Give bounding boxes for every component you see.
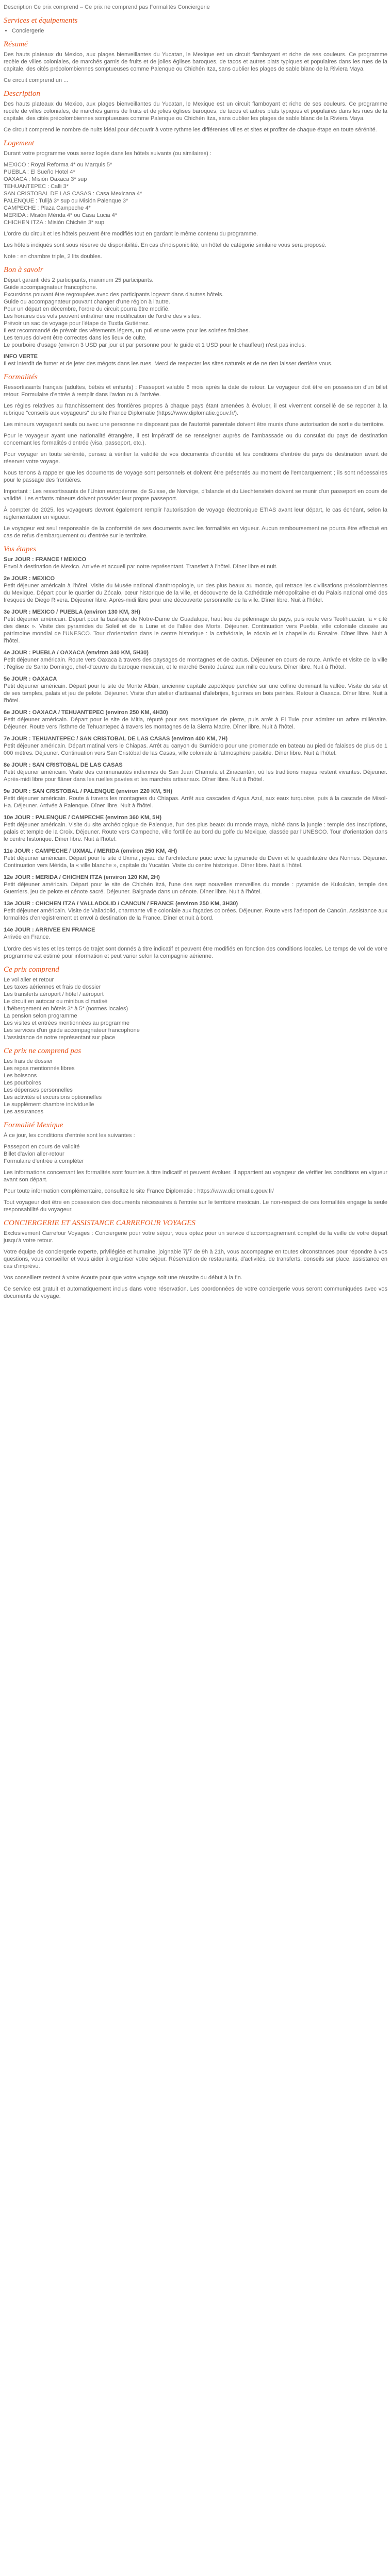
prix-comprend-item: Le circuit en autocar ou minibus climatisé: [4, 998, 108, 1005]
formalite-mexique-text: Tout voyageur doit être en possession des documents nécessaires à l'entrée sur le territoire mexicain. Le non-respect de ces formalités engage la seule responsabilité du voyageur.: [4, 1199, 387, 1213]
prix-comprend-item: Les services d'un guide accompagnateur francophone: [4, 1027, 140, 1033]
bonasavoir-item: Le pourboire d'usage (environ 3 USD par jour et par personne pour le guide et 1 USD pour le chauffeur) n'est pas inclus.: [4, 342, 306, 348]
conciergerie-text: Ce service est gratuit et automatiquement inclus dans votre réservation. Les coordonnées de votre conciergerie vous seront communiquées avec vos documents de voyage.: [4, 1286, 387, 1299]
day-text: Petit déjeuner américain. Visite du site archéologique de Palenque, l'un des plus beaux du monde maya, niché dans la jungle : temple des Inscriptions, palais et temple de la Croix. Déjeuner. Route vers Campeche, ville fortifiée au bord du golfe du Mexique, classée par l'UNESCO. Tour d'orientation dans le centre historique. Dîner libre. Nuit à l'hôtel.: [4, 822, 387, 842]
resume-text: Des hauts plateaux du Mexico, aux plages bienveillantes du Yucatan, le Mexique est un circuit flamboyant et riche de ses couleurs. Ce programme recèle de villes coloniales, de marchés garnis de fruits et de jolies églises baroques, de tacos et autres plats typiques et populaires dans les rues de la capitale, des cités précolombiennes somptueuses comme Palenque ou Chichén Itza, sans oublier les plages de sable blanc de la Riviera Maya.: [4, 52, 387, 72]
day-text: Petit déjeuner américain. Départ pour le site d'Uxmal, joyau de l'architecture puuc avec la pyramide du Devin et le quadrilatère des Nonnes. Déjeuner. Continuation vers Mérida, la « ville blanche », capitale du Yucatán. Visite du centre historique. Dîner libre. Nuit à l'hôtel.: [4, 855, 387, 869]
prix-ne-comprend-item: Les assurances: [4, 1109, 44, 1115]
prix-comprend-item: L'hébergement en hôtels 3* à 5* (normes locales): [4, 1006, 128, 1012]
prix-comprend-item: La pension selon programme: [4, 1013, 77, 1019]
bonasavoir-item: Il est recommandé de prévoir des vêtements légers, un pull et une veste pour les soirées fraîches.: [4, 328, 250, 334]
resume-text-2: Ce circuit comprend un ...: [4, 77, 69, 83]
description-text: Des hauts plateaux du Mexico, aux plages bienveillantes du Yucatan, le Mexique est un circuit flamboyant et riche de ses couleurs. Ce programme recèle de villes coloniales, de marchés garnis de fruits et de jolies églises baroques, de tacos et autres plats typiques et populaires dans les rues de la capitale, des cités précolombiennes somptueuses comme Palenque ou Chichén Itza, sans oublier les plages de sable blanc de la Riviera Maya.: [4, 101, 387, 122]
itineraire-day: [4, 814, 387, 843]
formalite-mexique-list: [4, 1143, 387, 1165]
prix-ne-comprend-item: Le supplément chambre individuelle: [4, 1101, 94, 1108]
formalite-mexique-title: Formalité Mexique: [4, 1121, 63, 1129]
hotel-item: TEHUANTEPEC : Calli 3*: [4, 183, 69, 190]
day-title: 14e JOUR : ARRIVEE EN FRANCE: [4, 927, 95, 933]
services-title: Services et équipements: [4, 16, 78, 25]
itineraire-day: [4, 848, 387, 869]
formalites-text: Pour le voyageur ayant une nationalité étrangère, il est impératif de se renseigner auprès de l'ambassade ou du consulat du pays de destination concernant les formalités d'entrée (visa, passeport, etc.).: [4, 433, 387, 446]
hotel-item: CHICHEN ITZA : Misión Chichén 3* sup: [4, 219, 105, 226]
itineraire-title: Vos étapes: [4, 545, 36, 553]
day-text: Arrivée en France.: [4, 934, 51, 940]
hotel-item: MEXICO : Royal Reforma 4* ou Marquis 5*: [4, 162, 112, 168]
description-title: Description: [4, 90, 40, 98]
conciergerie-title: CONCIERGERIE ET ASSISTANCE CARREFOUR VOYAGES: [4, 1219, 196, 1227]
itineraire-day: [4, 761, 387, 783]
formalites-text: Nous tenons à rappeler que les documents de voyage sont personnels et doivent être présentés au moment de l'embarquement ; ils sont nécessaires pour le passage des frontières.: [4, 470, 387, 483]
bonasavoir-item: Guide accompagnateur francophone.: [4, 284, 97, 291]
day-text: Petit déjeuner américain à l'hôtel. Visite du Musée national d'anthropologie, un des plus beaux au monde, qui retrace les civilisations précolombiennes du Mexique. Départ pour le quartier du Zócalo, cœur historique de la ville, et découverte de la Cathédrale métropolitaine et du Palais national orné des fresques de Diego Rivera. Déjeuner libre. Après-midi libre pour une découverte personnelle de la ville. Dîner libre. Nuit à l'hôtel.: [4, 583, 387, 603]
day-text: Petit déjeuner américain. Départ pour le site de Mitla, réputé pour ses mosaïques de pierre, puis arrêt à El Tule pour admirer un arbre millénaire. Déjeuner. Route vers l'isthme de Tehuantepec à travers les montagnes de la Sierra Madre. Dîner libre. Nuit à l'hôtel.: [4, 717, 387, 730]
day-title: 6e JOUR : OAXACA / TEHUANTEPEC (environ 250 KM, 4H30): [4, 709, 168, 716]
breadcrumb: Description Ce prix comprend – Ce prix ne comprend pas Formalités Conciergerie: [4, 4, 210, 10]
services-list: [4, 27, 387, 35]
logement-title: Logement: [4, 139, 35, 147]
day-title: 9e JOUR : SAN CRISTOBAL / PALENQUE (environ 220 KM, 5H): [4, 788, 173, 794]
day-text: Petit déjeuner américain. Route à travers les montagnes du Chiapas. Arrêt aux cascades d'Agua Azul, aux eaux turquoise, puis à la cascade de Misol-Ha. Déjeuner. Arrivée à Palenque. Dîner libre. Nuit à l'hôtel.: [4, 795, 387, 809]
hotel-item: CAMPECHE : Plaza Campeche 4*: [4, 205, 91, 211]
conciergerie-text: Exclusivement Carrefour Voyages : Conciergerie pour votre séjour, vous optez pour un service d'accompagnement complet de la veille de votre départ jusqu'à votre retour.: [4, 1230, 387, 1244]
formalites-text: Le voyageur est seul responsable de la conformité de ses documents avec les formalités en vigueur. Aucun remboursement ne pourra être effectué en cas de refus d'embarquement ou d'entrée sur le territoire.: [4, 526, 387, 539]
bonasavoir-item: Départ garanti dès 2 participants, maximum 25 participants.: [4, 277, 154, 283]
hotel-item: MERIDA : Misión Mérida 4* ou Casa Lucia 4*: [4, 212, 118, 218]
day-title: 11e JOUR : CAMPECHE / UXMAL / MERIDA (environ 250 KM, 4H): [4, 848, 177, 854]
day-title: 10e JOUR : PALENQUE / CAMPECHE (environ 360 KM, 5H): [4, 815, 162, 821]
formalites-text: Les mineurs voyageant seuls ou avec une personne ne disposant pas de l'autorité parentale doivent être munis d'une autorisation de sortie du territoire.: [4, 421, 385, 428]
itineraire-day: [4, 900, 387, 922]
day-text: Petit déjeuner américain. Visite de Valladolid, charmante ville coloniale aux façades colorées. Déjeuner. Route vers l'aéroport de Cancún. Assistance aux formalités d'enregistrement et envol à destination de la France. Dîner et nuit à bord.: [4, 908, 388, 921]
day-title: 12e JOUR : MERIDA / CHICHEN ITZA (environ 120 KM, 2H): [4, 874, 160, 880]
prix-ne-comprend-item: Les dépenses personnelles: [4, 1087, 73, 1093]
hotel-item: OAXACA : Misión Oaxaca 3* sup: [4, 176, 87, 182]
formalite-mexique-text: Pour toute information complémentaire, consultez le site France Diplomatie : https://www.diplomatie.gouv.fr/: [4, 1188, 274, 1194]
prix-ne-comprend-title: Ce prix ne comprend pas: [4, 1047, 82, 1055]
formalites-text: Pour voyager en toute sérénité, pensez à vérifier la validité de vos documents d'identité et les conditions d'entrée du pays de destination avant de réserver votre voyage.: [4, 451, 387, 465]
bonasavoir-item: Les horaires des vols peuvent entraîner une modification de l'ordre des visites.: [4, 313, 201, 319]
prix-comprend-item: Le vol aller et retour: [4, 977, 54, 983]
itineraire-day: [4, 675, 387, 704]
day-text: Envol à destination de Mexico. Arrivée et accueil par notre représentant. Transfert à l'hôtel. Dîner libre et nuit.: [4, 564, 278, 570]
prix-comprend-item: Les visites et entrées mentionnées au programme: [4, 1020, 129, 1026]
prix-ne-comprend-item: Les boissons: [4, 1073, 37, 1079]
day-text: Petit déjeuner américain. Départ pour le site de Monte Albán, ancienne capitale zapotèque perchée sur une colline dominant la vallée. Visite du site et de ses temples, palais et jeu de pelote. Déjeuner. Visite d'un atelier d'artisanat d'alebrijes, figurines en bois peintes. Retour à Oaxaca. Dîner libre. Nuit à l'hôtel.: [4, 683, 387, 704]
itineraire-day: [4, 556, 387, 570]
prix-ne-comprend-item: Les activités et excursions optionnelles: [4, 1094, 102, 1100]
prix-comprend-item: L'assistance de notre représentant sur place: [4, 1035, 116, 1041]
logement-note-2: Les hôtels indiqués sont sous réserve de disponibilité. En cas d'indisponibilité, un hôtel de catégorie similaire vous sera proposé.: [4, 242, 327, 248]
logement-note-3: Note : en chambre triple, 2 lits doubles.: [4, 253, 102, 260]
bonasavoir-item: Pour un départ en décembre, l'ordre du circuit pourra être modifié.: [4, 306, 170, 312]
prix-ne-comprend-item: Les frais de dossier: [4, 1058, 53, 1064]
hotel-list: [4, 161, 387, 226]
itineraire-day: [4, 788, 387, 809]
hotel-item: PUEBLA : El Sueño Hotel 4*: [4, 169, 75, 175]
description-text-2: Ce circuit comprend le nombre de nuits idéal pour découvrir à votre rythme les différentes villes et sites et profiter de chaque étape en toute sérénité.: [4, 127, 377, 133]
bonasavoir-title: Bon à savoir: [4, 266, 43, 274]
bonasavoir-item: Excursions pouvant être regroupées avec des participants logeant dans d'autres hôtels.: [4, 292, 224, 298]
itineraire-day: [4, 575, 387, 604]
day-text: Petit déjeuner américain. Départ matinal vers le Chiapas. Arrêt au canyon du Sumidero pour une promenade en bateau au pied de falaises de plus de 1 000 mètres. Déjeuner. Continuation vers San Cristóbal de las Casas, ville coloniale à l'atmosphère paisible. Dîner libre. Nuit à l'hôtel.: [4, 743, 387, 756]
logement-intro: Durant votre programme vous serez logés dans les hôtels suivants (ou similaires) :: [4, 150, 211, 157]
formalite-mexique-item: Passeport en cours de validité: [4, 1144, 80, 1150]
day-title: 13e JOUR : CHICHEN ITZA / VALLADOLID / CANCUN / FRANCE (environ 250 KM, 3H30): [4, 901, 238, 907]
formalite-mexique-intro: À ce jour, les conditions d'entrée sont les suivantes :: [4, 1132, 135, 1139]
prix-comprend-item: Les taxes aériennes et frais de dossier: [4, 984, 101, 990]
bonasavoir-item: Prévoir un sac de voyage pour l'étape de Tuxtla Gutiérrez.: [4, 320, 150, 327]
itineraire-day: [4, 709, 387, 731]
day-title: 7e JOUR : TEHUANTEPEC / SAN CRISTOBAL DE LAS CASAS (environ 400 KM, 7H): [4, 736, 228, 742]
formalites-text: À compter de 2025, les voyageurs devront également remplir l'autorisation de voyage électronique ETIAS avant leur départ, le cas échéant, selon la réglementation en vigueur.: [4, 507, 387, 520]
resume-title: Résumé: [4, 40, 28, 48]
day-text: Petit déjeuner américain. Départ pour le site de Chichén Itzá, l'une des sept nouvelles merveilles du monde : pyramide de Kukulcán, temple des Guerriers, jeu de pelote et cénote sacré. Déjeuner. Baignade dans un cénote. Dîner libre. Nuit à l'hôtel.: [4, 882, 387, 895]
day-text: Petit déjeuner américain. Route vers Oaxaca à travers des paysages de montagnes et de cactus. Déjeuner en cours de route. Arrivée et visite de la ville : l'église de Santo Domingo, chef-d'œuvre du baroque mexicain, et le marché Benito Juárez aux mille couleurs. Dîner libre. Nuit à l'hôtel.: [4, 657, 387, 670]
formalites-text: Important : Les ressortissants de l'Union européenne, de Suisse, de Norvège, d'Islande et du Liechtenstein doivent se munir d'un passeport en cours de validité. Les enfants mineurs doivent posséder leur propre passeport.: [4, 488, 387, 502]
info-verte-text: Il est interdit de fumer et de jeter des mégots dans les rues. Merci de respecter les sites naturels et de ne rien laisser derrière vous.: [4, 361, 333, 367]
prix-ne-comprend-item: Les repas mentionnés libres: [4, 1065, 75, 1072]
conciergerie-text: Vos conseillers restent à votre écoute pour que votre voyage soit une réussite du début à la fin.: [4, 1275, 242, 1281]
hotel-item: SAN CRISTOBAL DE LAS CASAS : Casa Mexicana 4*: [4, 191, 142, 197]
services-item: • Conciergerie: [12, 27, 387, 35]
day-title: Sur JOUR : FRANCE / MEXICO: [4, 556, 87, 563]
formalite-mexique-text: Les informations concernant les formalités sont fournies à titre indicatif et peuvent évoluer. Il appartient au voyageur de vérifier les conditions en vigueur avant son départ.: [4, 1170, 387, 1183]
prix-ne-comprend-item: Les pourboires: [4, 1080, 41, 1086]
day-title: 8e JOUR : SAN CRISTOBAL DE LAS CASAS: [4, 762, 123, 768]
itineraire-day: [4, 874, 387, 895]
day-text: Petit déjeuner américain. Départ pour la basilique de Notre-Dame de Guadalupe, haut lieu de pèlerinage du pays, puis route vers Teotihuacán, la « cité des dieux ». Visite des pyramides du Soleil et de la Lune et de l'allée des Morts. Déjeuner. Continuation vers Puebla, ville coloniale classée au patrimoine mondial de l'UNESCO. Tour d'orientation dans le centre historique : la cathédrale, le zócalo et la chapelle du Rosaire. Dîner libre. Nuit à l'hôtel.: [4, 616, 387, 644]
bonasavoir-list: [4, 277, 387, 349]
formalites-title: Formalités: [4, 373, 38, 381]
info-verte-title: INFO VERTE: [4, 353, 38, 360]
hotel-item: PALENQUE : Tulijá 3* sup ou Misión Palenque 3*: [4, 198, 128, 204]
logement-note-1: L'ordre du circuit et les hôtels peuvent être modifiés tout en gardant le même contenu du programme.: [4, 231, 258, 237]
formalite-mexique-item: Formulaire d'entrée à compléter: [4, 1158, 84, 1164]
itineraire-day: [4, 735, 387, 757]
itineraire-note: L'ordre des visites et les temps de trajet sont donnés à titre indicatif et peuvent être modifiés en fonction des conditions locales. Le temps de vol de votre programme est estimé pour information et peut varier selon la compagnie aérienne.: [4, 946, 387, 959]
itineraire-day: [4, 649, 387, 671]
conciergerie-text: Votre équipe de conciergerie experte, privilégiée et humaine, joignable 7j/7 de 9h à 21h, vous accompagne en toutes circonstances pour répondre à vos questions, vous conseiller et vous aider à organiser votre séjour. Réservation de restaurants, d'activités, de transferts, conseils sur place, assistance en cas d'imprévu.: [4, 1249, 387, 1269]
prix-ne-comprend-list: [4, 1058, 387, 1115]
day-title: 5e JOUR : OAXACA: [4, 676, 57, 682]
prix-comprend-item: Les transferts aéroport / hôtel / aéroport: [4, 991, 104, 997]
bonasavoir-item: Les tenues doivent être correctes dans les lieux de culte.: [4, 335, 146, 341]
prix-comprend-list: [4, 976, 387, 1041]
bonasavoir-item: Guide ou accompagnateur pouvant changer d'une région à l'autre.: [4, 299, 170, 305]
formalites-text: Ressortissants français (adultes, bébés et enfants) : Passeport valable 6 mois après la date de retour. Le voyageur doit être en possession d'un billet retour. Formulaire d'entrée à remplir dans l'avion ou à l'arrivée.: [4, 384, 387, 398]
day-title: 2e JOUR : MEXICO: [4, 575, 55, 582]
itineraire-day: [4, 608, 387, 645]
formalites-text: Les règles relatives au franchissement des frontières propres à chaque pays étant amenées à évoluer, il est vivement conseillé de se reporter à la rubrique "conseils aux voyageurs" du site France Diplomatie (https://www.diplomatie.gouv.fr/).: [4, 403, 387, 416]
formalite-mexique-item: Billet d'avion aller-retour: [4, 1151, 64, 1157]
itineraire-day: [4, 926, 387, 941]
day-title: 3e JOUR : MEXICO / PUEBLA (environ 130 KM, 3H): [4, 609, 140, 615]
day-title: 4e JOUR : PUEBLA / OAXACA (environ 340 KM, 5H30): [4, 650, 149, 656]
day-text: Petit déjeuner américain. Visite des communautés indiennes de San Juan Chamula et Zinacantán, où les traditions mayas restent vivantes. Déjeuner. Après-midi libre pour flâner dans les ruelles pavées et les marchés artisanaux. Dîner libre. Nuit à l'hôtel.: [4, 769, 387, 783]
prix-comprend-title: Ce prix comprend: [4, 965, 59, 974]
